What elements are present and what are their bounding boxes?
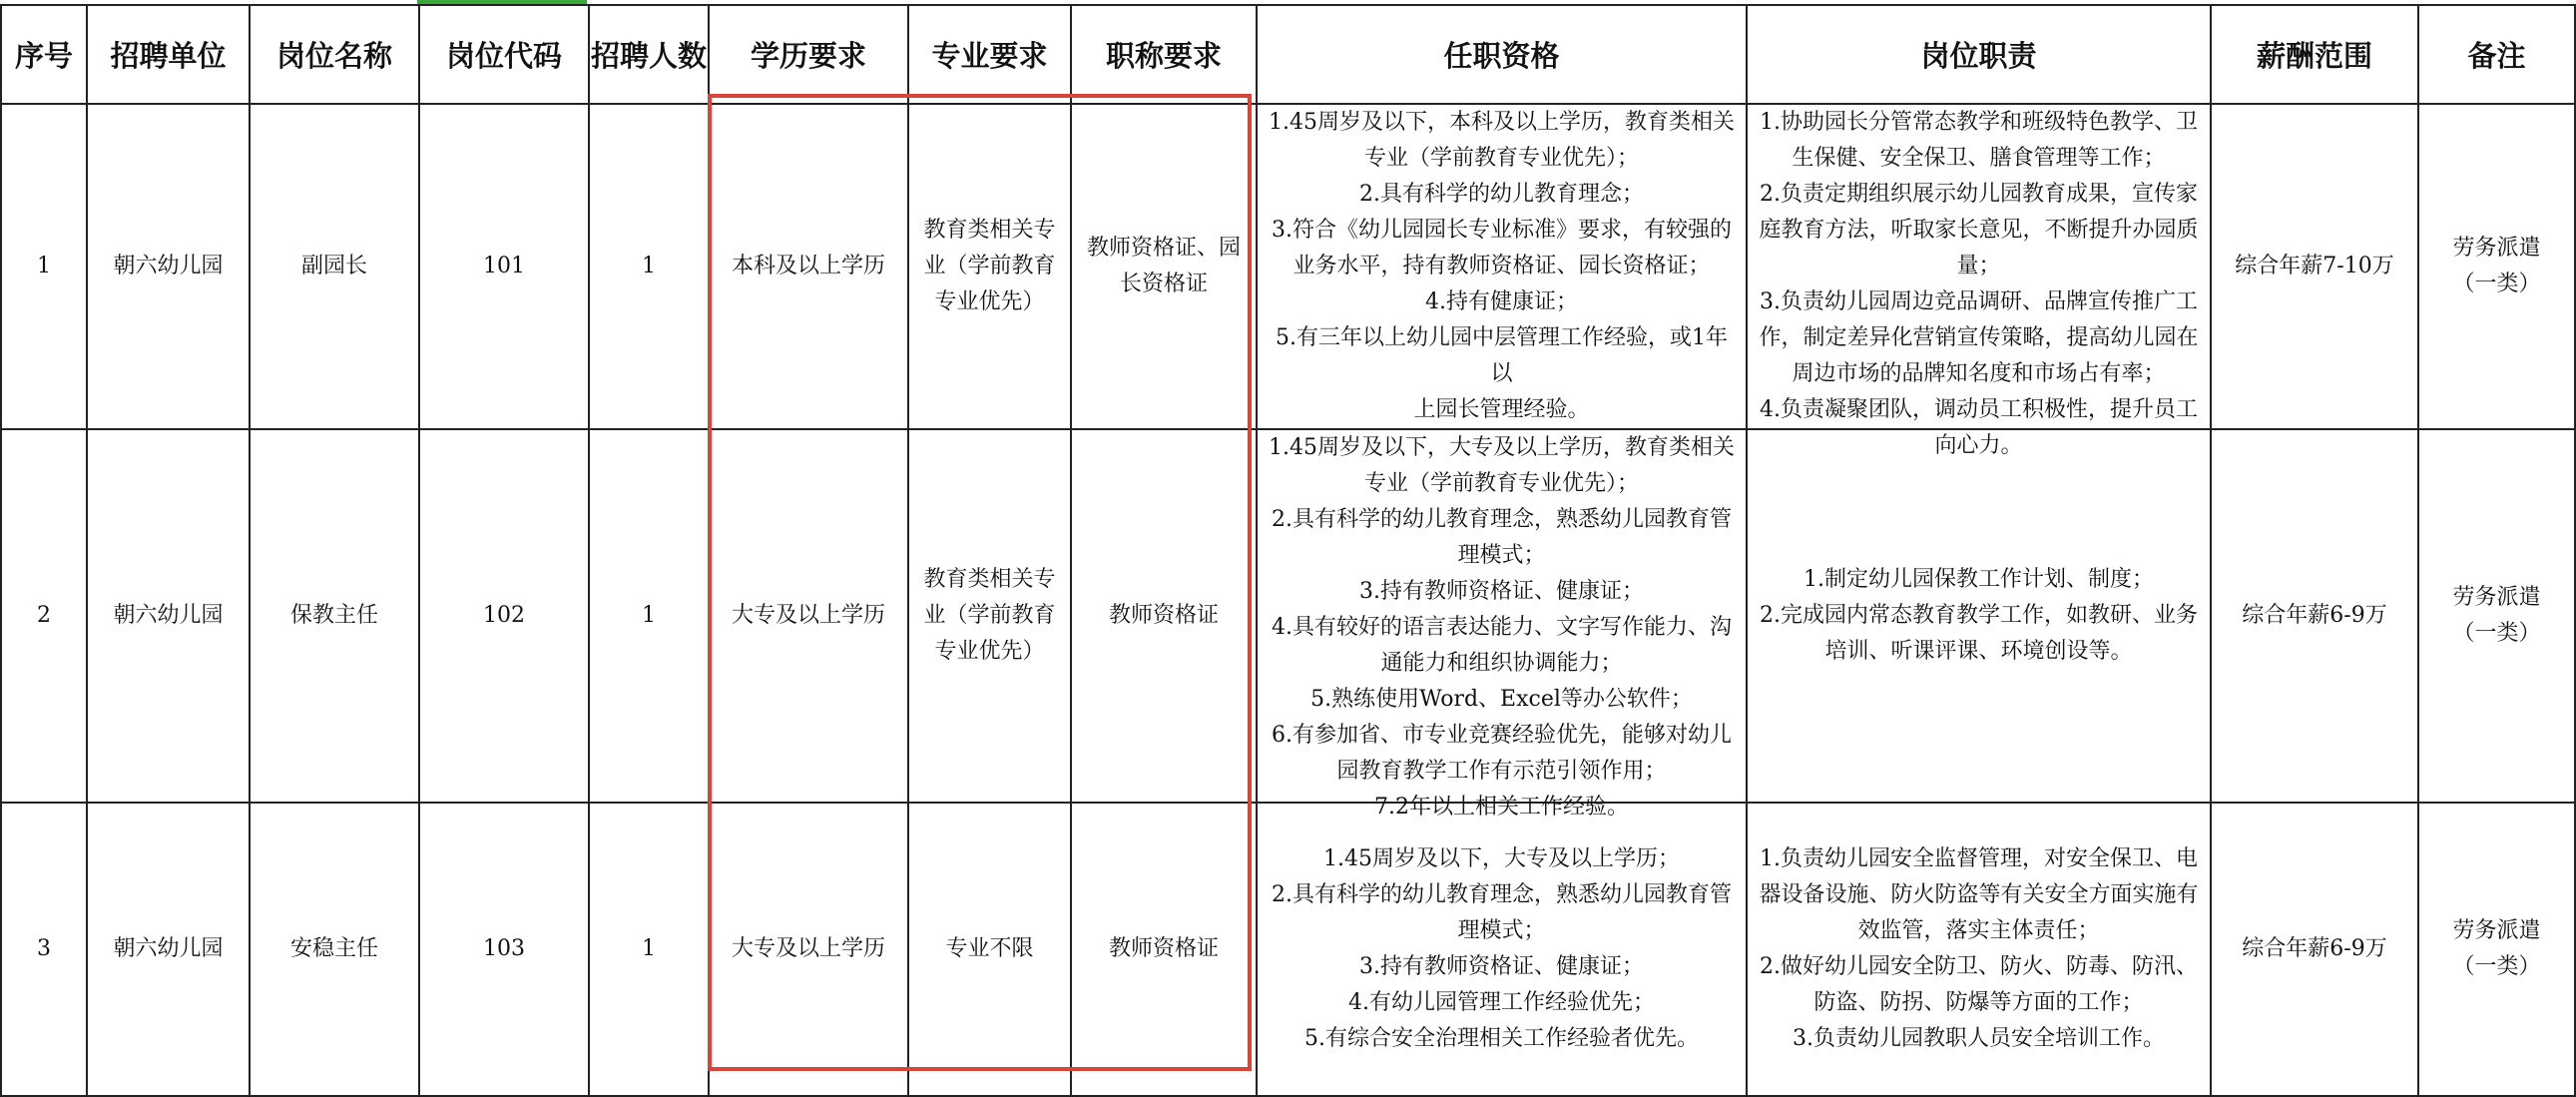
cell-text-line: （一类） — [2452, 621, 2541, 646]
cell-text-line: 劳务派遣 — [2452, 585, 2541, 610]
cell-unit[interactable]: 朝六幼儿园 — [87, 803, 250, 1096]
header-count[interactable]: 招聘人数 — [589, 5, 709, 104]
cell-text-line: 3.持有教师资格证、健康证； — [1359, 954, 1644, 979]
cell-duties[interactable] — [1747, 803, 2211, 1096]
cell-text-line: 1.45周岁及以下，大专及以上学历； — [1323, 846, 1680, 871]
cell-no[interactable]: 1 — [1, 104, 87, 429]
cell-no[interactable]: 2 — [1, 429, 87, 803]
cell-education[interactable]: 本科及以上学历 — [709, 104, 908, 429]
header-qualifications[interactable]: 任职资格 — [1257, 5, 1747, 104]
cell-text-line: 2.具有科学的幼儿教育理念，熟悉幼儿园教育管 — [1272, 882, 1732, 907]
cell-text-line: 6.有参加省、市专业竞赛经验优先，能够对幼儿 — [1272, 723, 1732, 748]
cell-qualifications[interactable] — [1257, 803, 1747, 1096]
cell-text-line: 业（学前教育 — [923, 254, 1056, 278]
cell-count[interactable]: 1 — [589, 429, 709, 803]
cell-text-line: 2.具有科学的幼儿教育理念； — [1359, 182, 1644, 207]
cell-text-line: 5.有三年以上幼儿园中层管理工作经验，或1年以 — [1276, 325, 1728, 386]
cell-title[interactable] — [1071, 803, 1257, 1096]
cell-text-line: 4.持有健康证； — [1425, 289, 1578, 314]
cell-remark[interactable] — [2418, 104, 2575, 429]
cell-text-line: 专业（学前教育专业优先）； — [1363, 471, 1639, 496]
table-row — [1, 803, 2575, 1096]
cell-text-line: 通能力和组织协调能力； — [1380, 651, 1623, 676]
cell-text-line: 2.做好幼儿园安全防卫、防火、防毒、防汛、 — [1760, 954, 2198, 979]
header-remark[interactable]: 备注 — [2418, 5, 2575, 104]
recruitment-table — [0, 4, 2576, 1097]
header-no[interactable]: 序号 — [1, 5, 87, 104]
header-title[interactable]: 职称要求 — [1071, 5, 1257, 104]
cell-text-line: 长资格证 — [1119, 272, 1208, 296]
cell-education[interactable]: 大专及以上学历 — [709, 803, 908, 1096]
cell-text-line: 劳务派遣 — [2452, 918, 2541, 943]
cell-text-line: 3.负责幼儿园周边竞品调研、品牌宣传推广工 — [1760, 289, 2198, 314]
cell-text-line: 2.负责定期组织展示幼儿园教育成果，宣传家 — [1760, 182, 2198, 207]
cell-text-line: 专业不限 — [945, 936, 1034, 961]
cell-text-line: 教师资格证 — [1108, 603, 1219, 628]
header-duties[interactable]: 岗位职责 — [1747, 5, 2211, 104]
cell-text-line: 生保健、安全保卫、膳食管理等工作； — [1792, 146, 2166, 171]
cell-text-line: 向心力。 — [1934, 433, 2023, 458]
cell-text-line: 专业（学前教育专业优先）； — [1363, 146, 1639, 171]
cell-text-line: 劳务派遣 — [2452, 236, 2541, 261]
header-code[interactable]: 岗位代码 — [419, 5, 589, 104]
header-position[interactable]: 岗位名称 — [250, 5, 419, 104]
cell-qualifications[interactable] — [1257, 429, 1747, 820]
cell-text-line: 专业优先） — [934, 639, 1045, 664]
cell-text-line: 1.协助园长分管常态教学和班级特色教学、卫 — [1760, 110, 2198, 135]
cell-no[interactable]: 3 — [1, 803, 87, 1096]
header-education[interactable]: 学历要求 — [709, 5, 908, 104]
cell-text-line: 理模式； — [1457, 918, 1546, 943]
cell-duties[interactable] — [1747, 104, 2211, 458]
cell-text-line: 3.持有教师资格证、健康证； — [1359, 579, 1644, 604]
cell-text-line: 防盗、防拐、防爆等方面的工作； — [1813, 990, 2144, 1015]
cell-position[interactable]: 副园长 — [250, 104, 419, 429]
cell-text-line: 周边市场的品牌知名度和市场占有率； — [1792, 361, 2166, 386]
cell-text-line: 庭教育方法，听取家长意见，不断提升办园质 — [1759, 218, 2199, 243]
cell-remark[interactable] — [2418, 803, 2575, 1096]
cell-text-line: 5.熟练使用Word、Excel等办公软件； — [1310, 687, 1693, 712]
cell-count[interactable]: 1 — [589, 803, 709, 1096]
cell-position[interactable]: 保教主任 — [250, 429, 419, 803]
cell-title[interactable] — [1071, 104, 1257, 429]
cell-text-line: 1.负责幼儿园安全监督管理，对安全保卫、电 — [1760, 846, 2198, 871]
cell-text-line: 1.45周岁及以下，大专及以上学历，教育类相关 — [1269, 435, 1735, 460]
cell-remark[interactable] — [2418, 429, 2575, 803]
cell-code[interactable]: 102 — [419, 429, 589, 803]
cell-text-line: 专业优先） — [934, 289, 1045, 314]
header-major[interactable]: 专业要求 — [908, 5, 1071, 104]
cell-major[interactable] — [908, 429, 1071, 803]
header-salary[interactable]: 薪酬范围 — [2211, 5, 2418, 104]
cell-text-line: （一类） — [2452, 954, 2541, 979]
cell-major[interactable] — [908, 803, 1071, 1096]
cell-salary[interactable]: 综合年薪6-9万 — [2211, 803, 2418, 1096]
cell-text-line: 7.2年以上相关工作经验。 — [1374, 795, 1629, 820]
cell-text-line: 业务水平，持有教师资格证、园长资格证； — [1292, 254, 1711, 278]
cell-text-line: 业（学前教育 — [923, 603, 1056, 628]
header-row — [1, 5, 2575, 104]
cell-count[interactable]: 1 — [589, 104, 709, 429]
cell-salary[interactable]: 综合年薪7-10万 — [2211, 104, 2418, 429]
cell-text-line: 量； — [1956, 254, 2001, 278]
cell-text-line: 理模式； — [1457, 543, 1546, 568]
cell-unit[interactable]: 朝六幼儿园 — [87, 104, 250, 429]
table-row — [1, 429, 2575, 803]
cell-education[interactable]: 大专及以上学历 — [709, 429, 908, 803]
cell-text-line: 作，制定差异化营销宣传策略，提高幼儿园在 — [1759, 325, 2199, 350]
cell-text-line: 教师资格证 — [1108, 936, 1219, 961]
cell-text-line: 器设备设施、防火防盗等有关安全方面实施有 — [1759, 882, 2199, 907]
cell-text-line: （一类） — [2452, 272, 2541, 296]
cell-text-line: 3.负责幼儿园教职人员安全培训工作。 — [1793, 1026, 2165, 1051]
cell-title[interactable] — [1071, 429, 1257, 803]
cell-position[interactable]: 安稳主任 — [250, 803, 419, 1096]
cell-text-line: 1.45周岁及以下，本科及以上学历，教育类相关 — [1269, 110, 1735, 135]
cell-text-line: 4.有幼儿园管理工作经验优先； — [1348, 990, 1655, 1015]
cell-text-line: 效监管，落实主体责任； — [1857, 918, 2100, 943]
cell-text-line: 2.具有科学的幼儿教育理念，熟悉幼儿园教育管 — [1272, 507, 1732, 532]
cell-text-line: 上园长管理经验。 — [1413, 397, 1590, 422]
cell-text-line: 园教育教学工作有示范引领作用； — [1336, 759, 1667, 784]
header-unit[interactable]: 招聘单位 — [87, 5, 250, 104]
cell-text-line: 5.有综合安全治理相关工作经验者优先。 — [1304, 1026, 1699, 1051]
cell-major[interactable] — [908, 104, 1071, 429]
cell-duties[interactable] — [1747, 429, 2211, 803]
cell-text-line: 教师资格证、园 — [1086, 236, 1241, 261]
cell-text-line: 培训、听课评课、环境创设等。 — [1824, 639, 2133, 664]
cell-text-line: 教育类相关专 — [923, 567, 1056, 592]
cell-qualifications[interactable] — [1257, 104, 1747, 429]
cell-text-line: 4.具有较好的语言表达能力、文字写作能力、沟 — [1272, 615, 1732, 640]
cell-unit[interactable]: 朝六幼儿园 — [87, 429, 250, 803]
cell-clip — [1758, 105, 2200, 458]
cell-code[interactable]: 101 — [419, 104, 589, 429]
cell-salary[interactable]: 综合年薪6-9万 — [2211, 429, 2418, 803]
cell-text-line: 1.制定幼儿园保教工作计划、制度； — [1803, 567, 2154, 592]
cell-text-line: 3.符合《幼儿园园长专业标准》要求，有较强的 — [1272, 218, 1732, 243]
cell-text-line: 4.负责凝聚团队，调动员工积极性，提升员工 — [1760, 397, 2198, 422]
cell-clip — [1268, 430, 1736, 820]
cell-text-line: 教育类相关专 — [923, 218, 1056, 243]
cell-text-line: 2.完成园内常态教育教学工作，如教研、业务 — [1760, 603, 2198, 628]
table-row — [1, 104, 2575, 429]
cell-code[interactable]: 103 — [419, 803, 589, 1096]
